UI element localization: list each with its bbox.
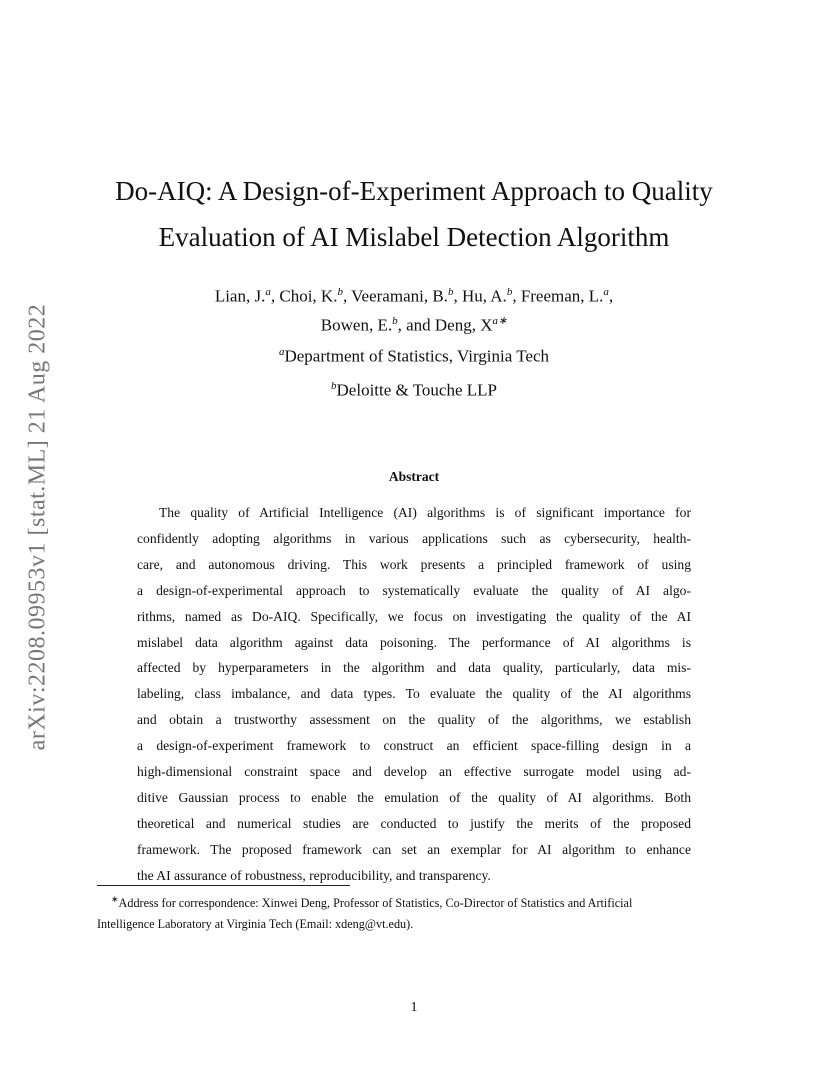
footnote-divider <box>97 885 350 886</box>
author-list <box>130 280 698 337</box>
author-affil-marker: a∗ <box>492 314 508 327</box>
affiliation-marker: a <box>278 346 285 358</box>
abstract-body <box>137 500 691 889</box>
abstract-line: The quality of Artificial Intelligence (AI) algorithms is of significant importance for <box>159 505 691 520</box>
author-affil-marker: a <box>265 286 271 298</box>
abstract-line: framework. The proposed framework can set an exemplar for AI algorithm to enhance <box>137 841 691 857</box>
abstract-line: rithms, named as Do-AIQ. Specifically, we focus on investigating the quality of the AI <box>137 608 691 624</box>
abstract-line: affected by hyperparameters in the algorithm and data quality, particularly, data mis- <box>137 660 691 676</box>
page-number: 1 <box>410 1000 418 1015</box>
correspondence-footnote <box>97 889 733 935</box>
footnote-line-1 <box>97 889 733 914</box>
affiliation-a <box>120 346 708 367</box>
abstract-line: and obtain a trustworthy assessment on the quality of the algorithms, we establish <box>137 712 691 728</box>
footnote-line-2: Intelligence Laboratory at Virginia Tech (Email: xdeng@vt.edu). <box>97 917 414 932</box>
author-affil-marker: b <box>337 286 343 298</box>
abstract-line: mislabel data algorithm against data poisoning. The performance of AI algorithms is <box>137 634 691 650</box>
author-affil-marker: b <box>506 286 513 298</box>
title-line-1: Do-AIQ: A Design-of-Experiment Approach to Quality <box>115 176 713 206</box>
author-name: Veeramani, B. <box>351 286 448 306</box>
title-line-2: Evaluation of AI Mislabel Detection Algorithm <box>158 222 670 252</box>
paper-title <box>100 168 728 260</box>
abstract-line: the AI assurance of robustness, reproducibility, and transparency. <box>137 867 491 883</box>
author-name: Freeman, L. <box>520 286 604 306</box>
footnote-text: Address for correspondence: Xinwei Deng, Professor of Statistics, Co-Director of Statistics and Artificial <box>118 896 633 911</box>
author-name: Choi, K. <box>279 286 338 306</box>
arxiv-stamp: arXiv:2208.09953v1 [stat.ML] 21 Aug 2022 <box>24 303 51 751</box>
abstract-line: ditive Gaussian process to enable the emulation of the quality of AI algorithms. Both <box>137 789 691 805</box>
affiliation-text: Deloitte & Touche LLP <box>336 380 497 400</box>
author-affil-marker: a <box>603 286 609 298</box>
affiliation-marker: b <box>331 380 337 392</box>
author-name: and Deng, X <box>406 315 493 335</box>
author-name: Bowen, E. <box>320 315 393 335</box>
author-affil-marker: b <box>392 314 398 327</box>
abstract-line: a design-of-experimental approach to systematically evaluate the quality of AI algo- <box>137 582 691 598</box>
abstract-line: a design-of-experiment framework to construct an efficient space-filling design in a <box>137 738 691 754</box>
abstract-line: confidently adopting algorithms in various applications such as cybersecurity, health- <box>137 530 691 546</box>
author-name: Lian, J. <box>214 286 266 306</box>
affiliation-b <box>120 380 708 401</box>
affiliation-text: Department of Statistics, Virginia Tech <box>284 346 550 366</box>
author-affil-marker: b <box>447 286 454 298</box>
abstract-line: labeling, class imbalance, and data types. To evaluate the quality of the AI algorithms <box>137 686 691 702</box>
author-name: Hu, A. <box>461 286 507 306</box>
author-line-2: Bowen, E.$^b$, and Deng, $X^{a∗}$ <box>320 314 508 335</box>
abstract-line: care, and autonomous driving. This work presents a principled framework of using <box>137 556 691 572</box>
footnote-marker: ∗ <box>111 894 119 904</box>
abstract-heading: Abstract <box>388 469 440 484</box>
author-line-1: Lian, J.$^a$, Choi, K.$^b$, Veeramani, B.$^b$, Hu, A.$^b$, Freeman, L.$^a$, <box>214 286 614 306</box>
abstract-line: high-dimensional constraint space and develop an effective surrogate model using ad- <box>137 764 691 780</box>
abstract-line: theoretical and numerical studies are conducted to justify the merits of the proposed <box>137 815 691 831</box>
